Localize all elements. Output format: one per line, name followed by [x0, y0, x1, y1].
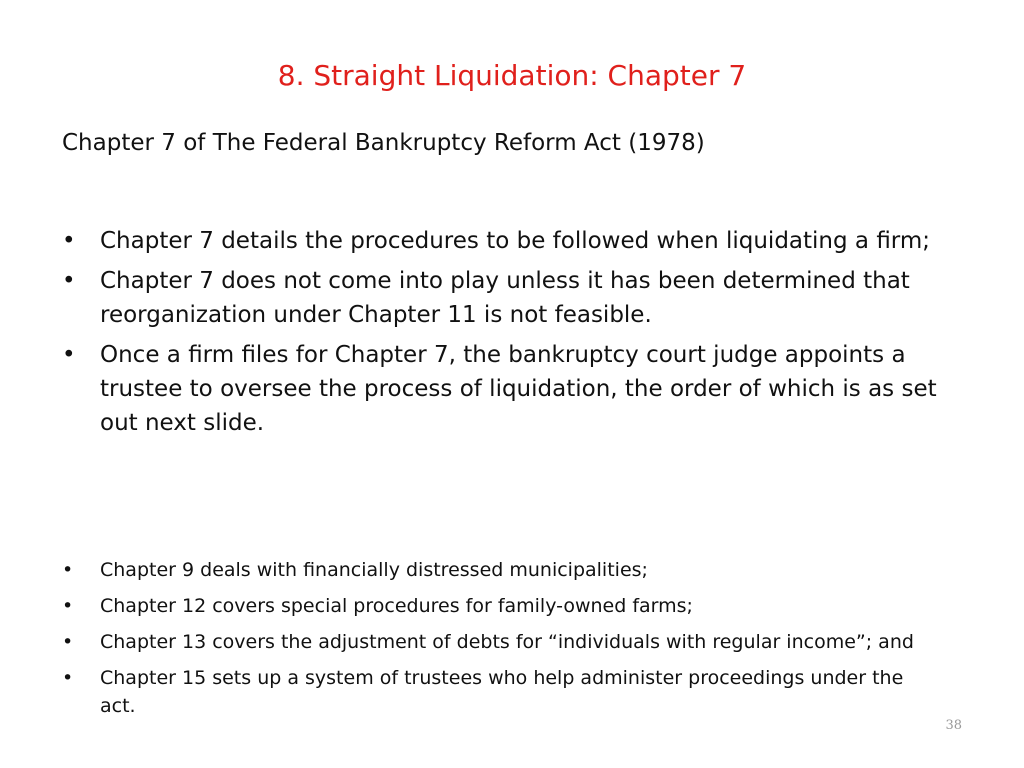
list-item — [62, 592, 942, 620]
bullet-icon: • — [62, 268, 76, 294]
list-item — [62, 556, 942, 584]
list-item-text: Chapter 9 deals with financially distressed municipalities; — [100, 559, 648, 581]
list-item — [62, 628, 942, 656]
list-item-text: Once a firm files for Chapter 7, the bankruptcy court judge appoints a trustee to oversee the process of liquidation, the order of which is as set out next slide. — [100, 342, 937, 436]
bullet-icon: • — [62, 667, 74, 689]
list-item — [62, 224, 942, 258]
list-item-text: Chapter 15 sets up a system of trustees who help administer proceedings under the act. — [100, 667, 904, 717]
list-item-text: Chapter 13 covers the adjustment of debts for “individuals with regular income”; and — [100, 631, 914, 653]
page-number: 38 — [945, 718, 962, 733]
list-item — [62, 338, 942, 440]
list-item — [62, 664, 942, 720]
main-bullet-list — [62, 224, 942, 446]
bullet-icon: • — [62, 228, 76, 254]
list-item-text: Chapter 7 does not come into play unless it has been determined that reorganization under Chapter 11 is not feasible. — [100, 268, 910, 328]
bullet-icon: • — [62, 631, 74, 653]
list-item — [62, 264, 942, 332]
bullet-icon: • — [62, 342, 76, 368]
slide-subtitle: Chapter 7 of The Federal Bankruptcy Reform Act (1978) — [62, 130, 705, 156]
list-item-text: Chapter 7 details the procedures to be followed when liquidating a firm; — [100, 228, 931, 254]
bullet-icon: • — [62, 559, 74, 581]
secondary-bullet-list — [62, 556, 942, 728]
list-item-text: Chapter 12 covers special procedures for family-owned farms; — [100, 595, 693, 617]
slide-title: 8. Straight Liquidation: Chapter 7 — [277, 59, 747, 92]
bullet-icon: • — [62, 595, 74, 617]
